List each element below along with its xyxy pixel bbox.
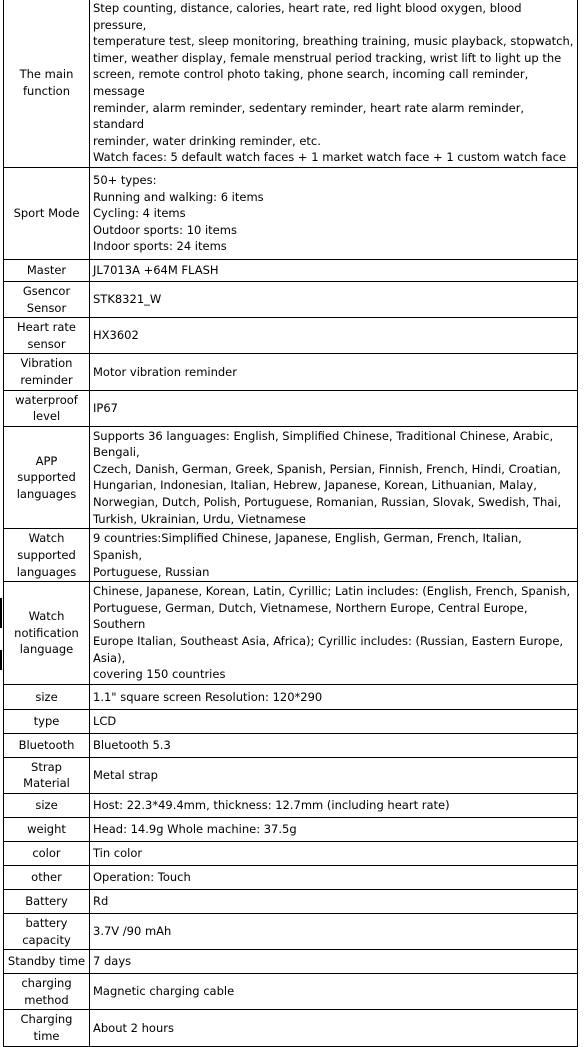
spec-value-line: Head: 14.9g Whole machine: 37.5g (93, 822, 297, 837)
spec-value (90, 259, 578, 281)
spec-row (4, 167, 578, 259)
spec-row (4, 866, 578, 890)
spec-value-line: Europe Italian, Southeast Asia, Africa); Cyrillic includes: (Russian, Eastern Europe, Asia), (93, 634, 564, 665)
spec-label: Battery (4, 890, 90, 914)
spec-label: Master (4, 259, 90, 281)
spec-value-line: reminder, water drinking reminder, etc. (93, 133, 321, 148)
spec-value (90, 890, 578, 914)
spec-value-line: Indoor sports: 24 items (93, 239, 227, 254)
spec-value (90, 582, 578, 685)
spec-value (90, 733, 578, 757)
spec-value-line: 3.7V /90 mAh (93, 924, 172, 939)
spec-value-line: JL7013A +64M FLASH (93, 263, 219, 278)
spec-value-line: HX3602 (93, 328, 139, 343)
spec-row (4, 914, 578, 950)
spec-row (4, 794, 578, 818)
spec-value-line: Czech, Danish, German, Greek, Spanish, Persian, Finnish, French, Hindi, Croatian, (93, 461, 561, 476)
spec-value (90, 794, 578, 818)
spec-label: Strap Material (4, 757, 90, 793)
spec-value-line: temperature test, sleep monitoring, breathing training, music playback, stopwatch, (93, 34, 574, 49)
spec-value (90, 354, 578, 390)
spec-value (90, 757, 578, 793)
spec-value (90, 950, 578, 974)
spec-label: Heart rate sensor (4, 318, 90, 354)
spec-value-line: 50+ types: (93, 172, 157, 187)
spec-table-body (4, 0, 578, 1046)
spec-label: Standby time (4, 950, 90, 974)
spec-value-line: 7 days (93, 954, 132, 969)
spec-value (90, 529, 578, 582)
spec-value-line: Supports 36 languages: English, Simplified Chinese, Traditional Chinese, Arabic, Bengali, (93, 428, 554, 460)
spec-value-line: Metal strap (93, 768, 158, 783)
spec-label: Sport Mode (4, 167, 90, 259)
spec-row (4, 709, 578, 733)
spec-value-line: Outdoor sports: 10 items (93, 222, 237, 237)
spec-value-line: Bluetooth 5.3 (93, 738, 171, 753)
spec-value-line: reminder, alarm reminder, sedentary reminder, heart rate alarm reminder, standard (93, 100, 525, 132)
spec-label: weight (4, 818, 90, 842)
spec-value (90, 866, 578, 890)
spec-value-line: screen, remote control photo taking, phone search, incoming call reminder, message (93, 67, 529, 98)
spec-row (4, 1010, 578, 1046)
spec-value (90, 1010, 578, 1046)
spec-row (4, 733, 578, 757)
spec-row (4, 582, 578, 685)
spec-label: other (4, 866, 90, 890)
spec-row (4, 529, 578, 582)
spec-value-line: Host: 22.3*49.4mm, thickness: 12.7mm (including heart rate) (93, 798, 450, 813)
spec-label: Vibration reminder (4, 354, 90, 390)
spec-label: The main function (4, 0, 90, 167)
spec-label: Watch supported languages (4, 529, 90, 582)
spec-value-line: Hungarian, Indonesian, Italian, Hebrew, Japanese, Korean, Lithuanian, Malay, (93, 478, 537, 493)
spec-label: battery capacity (4, 914, 90, 950)
spec-label: size (4, 684, 90, 709)
spec-value-line: STK8321_W (93, 292, 162, 307)
spec-value-line: Norwegian, Dutch, Polish, Portuguese, Romanian, Russian, Slovak, Swedish, Thai, (93, 495, 562, 510)
spec-label: color (4, 842, 90, 866)
spec-value-line: LCD (93, 714, 117, 729)
spec-value (90, 974, 578, 1010)
spec-value (90, 0, 578, 167)
spec-value-line: Portuguese, Russian (93, 564, 210, 579)
spec-value (90, 709, 578, 733)
spec-value-line: 1.1" square screen Resolution: 120*290 (93, 689, 323, 704)
spec-value (90, 281, 578, 317)
spec-value-line: Magnetic charging cable (93, 984, 235, 999)
spec-value-line: Operation: Touch (93, 870, 191, 885)
spec-value-line: Step counting, distance, calories, heart rate, red light blood oxygen, blood pressure, (93, 1, 522, 32)
spec-value-line: IP67 (93, 400, 118, 415)
spec-row (4, 390, 578, 426)
spec-value-line: About 2 hours (93, 1020, 174, 1035)
spec-value-line: Chinese, Japanese, Korean, Latin, Cyrillic; Latin includes: (English, French, Spanish, (93, 584, 571, 599)
spec-value-line: covering 150 countries (93, 667, 226, 682)
spec-value-line: 9 countries:Simplified Chinese, Japanese, English, German, French, Italian, Spanish, (93, 531, 522, 562)
spec-label: APP supported languages (4, 426, 90, 529)
spec-row (4, 426, 578, 529)
spec-row (4, 842, 578, 866)
spec-row (4, 950, 578, 974)
spec-row (4, 757, 578, 793)
spec-label: charging method (4, 974, 90, 1010)
spec-value-line: Running and walking: 6 items (93, 189, 264, 204)
spec-label: Bluetooth (4, 733, 90, 757)
spec-value-line: Tin color (93, 846, 143, 861)
left-edge-mark (0, 650, 2, 670)
spec-value (90, 167, 578, 259)
spec-row (4, 318, 578, 354)
spec-label: size (4, 794, 90, 818)
spec-label: type (4, 709, 90, 733)
spec-value (90, 818, 578, 842)
spec-value (90, 842, 578, 866)
spec-label: waterproof level (4, 390, 90, 426)
spec-value-line: Watch faces: 5 default watch faces + 1 market watch face + 1 custom watch face (93, 150, 567, 165)
spec-value-line: timer, weather display, female menstrual period tracking, wrist lift to light up the (93, 50, 562, 65)
spec-value (90, 426, 578, 529)
spec-value (90, 318, 578, 354)
spec-value-line: Cycling: 4 items (93, 206, 186, 221)
spec-row (4, 890, 578, 914)
spec-row (4, 818, 578, 842)
spec-label: Watch notification language (4, 582, 90, 685)
spec-value (90, 684, 578, 709)
spec-row (4, 974, 578, 1010)
spec-value-line: Portuguese, German, Dutch, Vietnamese, Northern Europe, Central Europe, Southern (93, 600, 528, 632)
spec-value (90, 390, 578, 426)
spec-row (4, 354, 578, 390)
spec-label: Gsencor Sensor (4, 281, 90, 317)
spec-row (4, 259, 578, 281)
spec-row (4, 281, 578, 317)
left-edge-mark (0, 598, 2, 628)
spec-value-line: Motor vibration reminder (93, 364, 237, 379)
spec-row (4, 0, 578, 167)
spec-value (90, 914, 578, 950)
spec-table (3, 0, 578, 1047)
spec-row (4, 684, 578, 709)
spec-value-line: Rd (93, 894, 109, 909)
spec-label: Charging time (4, 1010, 90, 1046)
spec-value-line: Turkish, Ukrainian, Urdu, Vietnamese (93, 511, 306, 526)
